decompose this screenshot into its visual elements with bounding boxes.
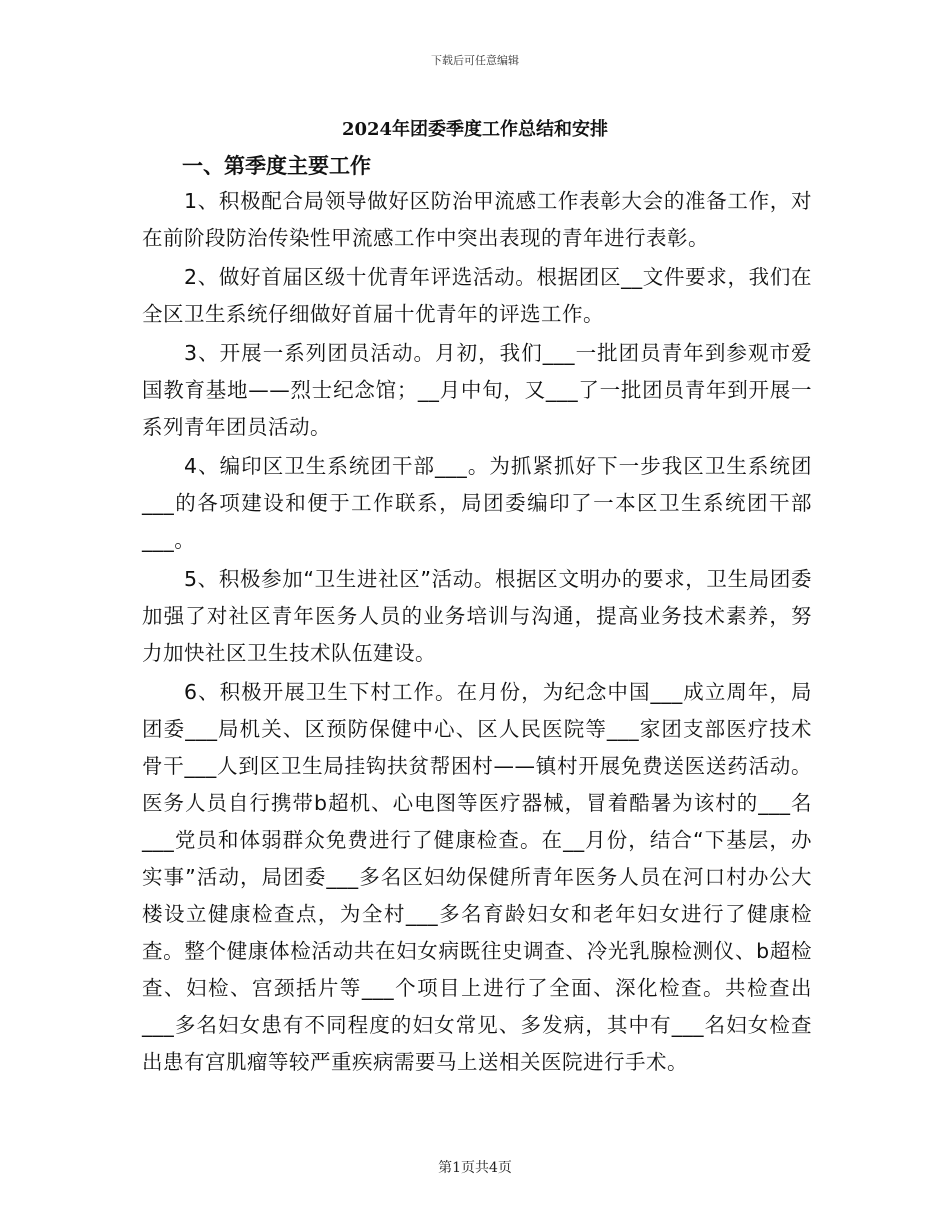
paragraph-2: 2、做好首届区级十优青年评选活动。根据团区__文件要求，我们在全区卫生系统仔细做好首届十优青年的评选工作。 (142, 265, 812, 326)
document-title: 2024年团委季度工作总结和安排 (341, 119, 609, 140)
paragraph-6: 6、积极开展卫生下村工作。在月份，为纪念中国___成立周年，局团委___局机关、区预防保健中心、区人民医院等___家团支部医疗技术骨干___人到区卫生局挂钩扶贫帮困村——镇村开展免费送医送药活动。医务人员自行携带b超机、心电图等医疗器械，冒着酷暑为该村的___名___党员和体弱群众免费进行了健康检查。在__月份，结合“下基层，办实事”活动，局团委___多名区妇幼保健所青年医务人员在河口村办公大楼设立健康检查点，为全村___多名育龄妇女和老年妇女进行了健康检查。整个健康体检活动共在妇女病既往史调查、冷光乳腺检测仪、b超检查、妇检、宫颈括片等___个项目上进行了全面、深化检查。共检查出___多名妇女患有不同程度的妇女常见、多发病，其中有___名妇女检查出患有宫肌瘤等较严重疾病需要马上送相关医院进行手术。 (142, 680, 812, 1074)
header-note: 下载后可任意编辑 (431, 54, 519, 67)
section-heading: 一、第季度主要工作 (182, 154, 371, 178)
paragraph-4: 4、编印区卫生系统团干部___。为抓紧抓好下一步我区卫生系统团___的各项建设和便于工作联系，局团委编印了一本区卫生系统团干部___。 (142, 454, 812, 552)
paragraph-3: 3、开展一系列团员活动。月初，我们___一批团员青年到参观市爱国教育基地——烈士纪念馆；__月中旬，又___了一批团员青年到开展一系列青年团员活动。 (142, 341, 812, 439)
paragraph-5: 5、积极参加“卫生进社区”活动。根据区文明办的要求，卫生局团委加强了对社区青年医务人员的业务培训与沟通，提高业务技术素养，努力加快社区卫生技术队伍建设。 (142, 567, 812, 665)
paragraph-1: 1、积极配合局领导做好区防治甲流感工作表彰大会的准备工作，对在前阶段防治传染性甲流感工作中突出表现的青年进行表彰。 (142, 189, 812, 250)
page-number-footer: 第1页共4页 (438, 1160, 512, 1176)
body-text (142, 183, 812, 1081)
